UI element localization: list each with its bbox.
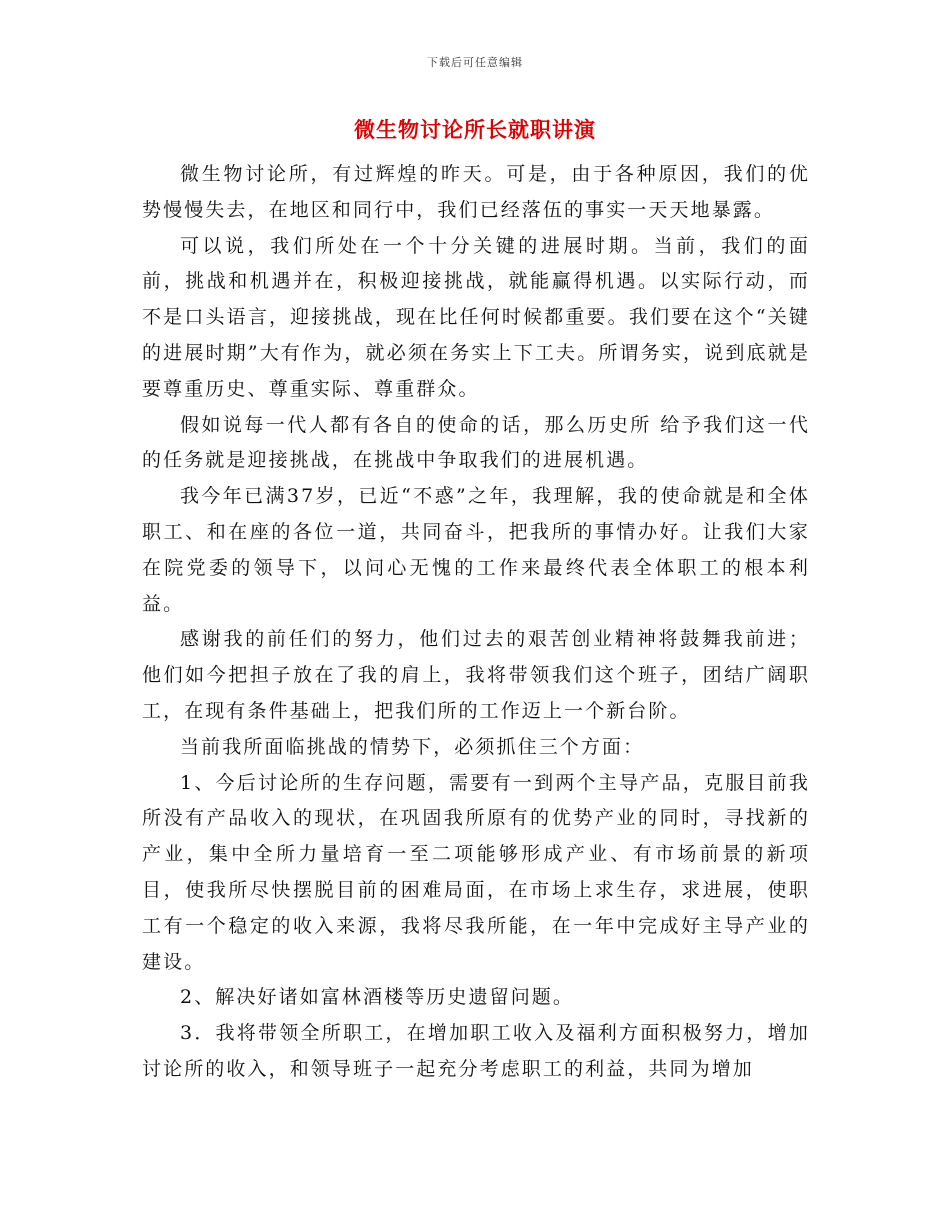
paragraph: 我今年已满37岁，已近“不惑”之年，我理解，我的使命就是和全体职工、和在座的各位一道，共同奋斗，把我所的事情办好。让我们大家在院党委的领导下，以问心无愧的工作来最终代表全体职工的根本利益。 <box>142 485 810 615</box>
paragraph: 感谢我的前任们的努力，他们过去的艰苦创业精神将鼓舞我前进；他们如今把担子放在了我的肩上，我将带领我们这个班子，团结广阔职工，在现有条件基础上，把我们所的工作迈上一个新台阶。 <box>142 628 810 722</box>
paragraph: 假如说每一代人都有各自的使命的话，那么历史所 给予我们这一代的任务就是迎接挑战，在挑战中争取我们的进展机遇。 <box>142 413 810 472</box>
paragraph: 1、今后讨论所的生存问题，需要有一到两个主导产品，克服目前我所没有产品收入的现状，在巩固我所原有的优势产业的同时，寻找新的产业，集中全所力量培育一至二项能够形成产业、有市场前景的新项目，使我所尽快摆脱目前的困难局面，在市场上求生存，求进展，使职工有一个稳定的收入来源，我将尽我所能，在一年中完成好主导产业的建设。 <box>142 771 810 973</box>
paragraph: 3．我将带领全所职工，在增加职工收入及福利方面积极努力，增加讨论所的收入，和领导班子一起充分考虑职工的利益，共同为增加 <box>142 1022 810 1080</box>
document-body <box>142 157 810 1088</box>
paragraph: 2、解决好诸如富林酒楼等历史遗留问题。 <box>180 986 574 1009</box>
paragraph: 可以说，我们所处在一个十分关键的进展时期。当前，我们的面前，挑战和机遇并在，积极迎接挑战，就能赢得机遇。以实际行动，而不是口头语言，迎接挑战，现在比任何时候都重要。我们要在这个“关键的进展时期”大有作为，就必须在务实上下工夫。所谓务实，说到底就是要尊重历史、尊重实际、尊重群众。 <box>142 234 810 400</box>
header-note: 下载后可任意编辑 <box>427 56 523 69</box>
paragraph: 当前我所面临挑战的情势下，必须抓住三个方面： <box>180 735 645 758</box>
paragraph: 微生物讨论所，有过辉煌的昨天。可是，由于各种原因，我们的优势慢慢失去，在地区和同行中，我们已经落伍的事实一天天地暴露。 <box>142 163 810 221</box>
document-title: 微生物讨论所长就职讲演 <box>354 117 596 142</box>
